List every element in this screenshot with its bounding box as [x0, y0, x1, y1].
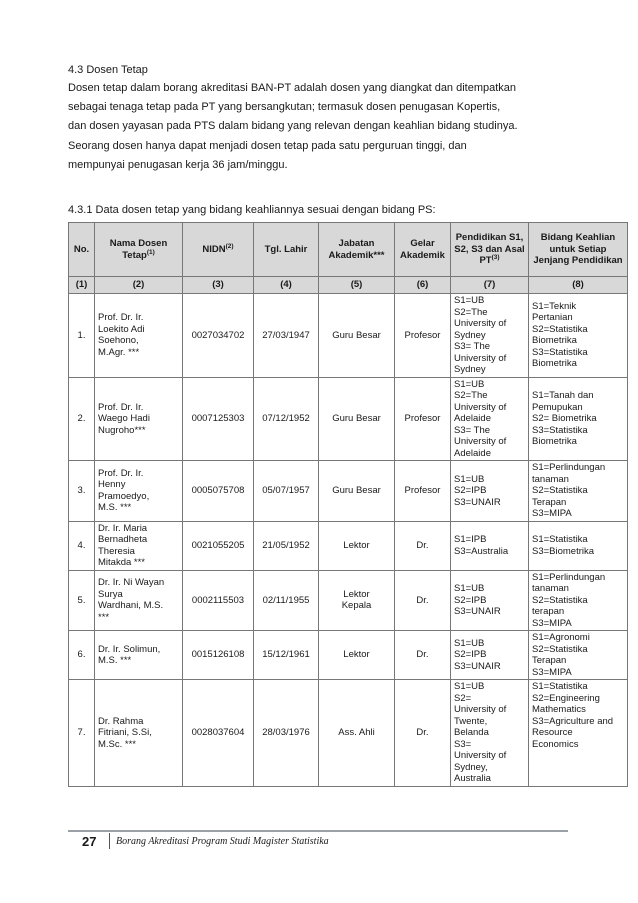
- cell-pendidikan: S1=UB S2=IPB S3=UNAIR: [451, 461, 529, 522]
- column-number-row: [69, 277, 628, 294]
- cell-gelar: Dr.: [395, 521, 451, 570]
- cell-nama: Dr. Rahma Fitriani, S.Si, M.Sc. ***: [95, 680, 183, 787]
- table-row: [69, 461, 628, 522]
- cell-pendidikan: S1=UB S2=IPB S3=UNAIR: [451, 570, 529, 631]
- cell-gelar: Dr.: [395, 631, 451, 680]
- cell-tgl: 27/03/1947: [254, 294, 319, 378]
- cell-no: 1.: [69, 294, 95, 378]
- cell-pendidikan: S1=UB S2=The University of Sydney S3= The University of Sydney: [451, 294, 529, 378]
- cell-no: 4.: [69, 521, 95, 570]
- table-row: [69, 294, 628, 378]
- column-number: (3): [183, 277, 254, 294]
- cell-nidn: 0028037604: [183, 680, 254, 787]
- cell-nama: Prof. Dr. Ir. Waego Hadi Nugroho***: [95, 377, 183, 461]
- cell-gelar: Profesor: [395, 377, 451, 461]
- cell-jabatan: Lektor Kepala: [319, 570, 395, 631]
- cell-jabatan: Guru Besar: [319, 294, 395, 378]
- cell-nama: Dr. Ir. Ni Wayan Surya Wardhani, M.S. ***: [95, 570, 183, 631]
- cell-jabatan: Guru Besar: [319, 377, 395, 461]
- cell-bidang: S1=Statistika S3=Biometrika: [529, 521, 628, 570]
- cell-no: 2.: [69, 377, 95, 461]
- cell-tgl: 02/11/1955: [254, 570, 319, 631]
- header-tgl: Tgl. Lahir: [254, 223, 319, 277]
- cell-tgl: 21/05/1952: [254, 521, 319, 570]
- table-row: [69, 680, 628, 787]
- cell-nidn: 0027034702: [183, 294, 254, 378]
- cell-nama: Dr. Ir. Solimun, M.S. ***: [95, 631, 183, 680]
- column-number: (1): [69, 277, 95, 294]
- section-heading: 4.3 Dosen Tetap: [68, 64, 148, 76]
- footer-text: Borang Akreditasi Program Studi Magister Statistika: [116, 836, 329, 847]
- cell-nama: Dr. Ir. Maria Bernadheta Theresia Mitakda ***: [95, 521, 183, 570]
- cell-bidang: S1=Statistika S2=Engineering Mathematics S3=Agriculture and Resource Economics: [529, 680, 628, 787]
- cell-nidn: 0015126108: [183, 631, 254, 680]
- cell-bidang: S1=Perlindungan tanaman S2=Statistika Terapan S3=MIPA: [529, 461, 628, 522]
- header-jabatan: Jabatan Akademik***: [319, 223, 395, 277]
- cell-tgl: 07/12/1952: [254, 377, 319, 461]
- cell-pendidikan: S1=UB S2=IPB S3=UNAIR: [451, 631, 529, 680]
- header-gelar: Gelar Akademik: [395, 223, 451, 277]
- cell-nama: Prof. Dr. Ir. Loekito Adi Soehono, M.Agr. ***: [95, 294, 183, 378]
- cell-nidn: 0021055205: [183, 521, 254, 570]
- cell-no: 3.: [69, 461, 95, 522]
- cell-pendidikan: S1=UB S2=The University of Adelaide S3= The University of Adelaide: [451, 377, 529, 461]
- table-row: [69, 521, 628, 570]
- table-header-row: [69, 223, 628, 277]
- cell-gelar: Dr.: [395, 570, 451, 631]
- header-nama: Nama Dosen Tetap$^{(1)}$: [95, 223, 183, 277]
- footer-divider: [109, 833, 110, 849]
- cell-nama: Prof. Dr. Ir. Henny Pramoedyo, M.S. ***: [95, 461, 183, 522]
- cell-no: 5.: [69, 570, 95, 631]
- table-row: [69, 377, 628, 461]
- column-number: (5): [319, 277, 395, 294]
- table-row: [69, 631, 628, 680]
- cell-jabatan: Lektor: [319, 631, 395, 680]
- paragraph-line: sebagai tenaga tetap pada PT yang bersangkutan; termasuk dosen penugasan Kopertis,: [68, 101, 501, 114]
- cell-no: 7.: [69, 680, 95, 787]
- table-row: [69, 570, 628, 631]
- cell-pendidikan: S1=IPB S3=Australia: [451, 521, 529, 570]
- column-number: (7): [451, 277, 529, 294]
- header-bidang: Bidang Keahlian untuk Setiap Jenjang Pendidikan: [529, 223, 628, 277]
- section-paragraph: [68, 79, 556, 175]
- cell-bidang: S1=Agronomi S2=Statistika Terapan S3=MIPA: [529, 631, 628, 680]
- header-nidn: NIDN$^{(2)}$: [183, 223, 254, 277]
- cell-pendidikan: S1=UB S2= University of Twente, Belanda S3= University of Sydney, Australia: [451, 680, 529, 787]
- paragraph-line: dan dosen yayasan pada PTS dalam bidang yang relevan dengan keahlian bidang studinya.: [68, 120, 518, 133]
- column-number: (6): [395, 277, 451, 294]
- cell-gelar: Dr.: [395, 680, 451, 787]
- paragraph-line: Seorang dosen hanya dapat menjadi dosen tetap pada satu perguruan tinggi, dan: [68, 139, 467, 152]
- cell-tgl: 05/07/1957: [254, 461, 319, 522]
- cell-nidn: 0002115503: [183, 570, 254, 631]
- cell-jabatan: Guru Besar: [319, 461, 395, 522]
- cell-tgl: 28/03/1976: [254, 680, 319, 787]
- paragraph-line: Dosen tetap dalam borang akreditasi BAN-PT adalah dosen yang diangkat dan ditempatkan: [68, 82, 517, 94]
- cell-nidn: 0007125303: [183, 377, 254, 461]
- cell-jabatan: Lektor: [319, 521, 395, 570]
- cell-bidang: S1=Perlindungan tanaman S2=Statistika terapan S3=MIPA: [529, 570, 628, 631]
- page-number: 27: [82, 834, 97, 849]
- cell-gelar: Profesor: [395, 461, 451, 522]
- cell-gelar: Profesor: [395, 294, 451, 378]
- cell-tgl: 15/12/1961: [254, 631, 319, 680]
- column-number: (4): [254, 277, 319, 294]
- cell-bidang: S1=Teknik Pertanian S2=Statistika Biometrika S3=Statistika Biometrika: [529, 294, 628, 378]
- lecturer-table: [68, 222, 628, 787]
- cell-jabatan: Ass. Ahli: [319, 680, 395, 787]
- page-footer: [68, 830, 568, 850]
- subsection-heading: 4.3.1 Data dosen tetap yang bidang keahliannya sesuai dengan bidang PS:: [68, 204, 436, 216]
- cell-bidang: S1=Tanah dan Pemupukan S2= Biometrika S3=Statistika Biometrika: [529, 377, 628, 461]
- header-pendidikan: Pendidikan S1, S2, S3 dan Asal PT$^{(3)}$: [451, 223, 529, 277]
- header-no: No.: [69, 223, 95, 277]
- footer-rule: [68, 830, 568, 832]
- cell-no: 6.: [69, 631, 95, 680]
- column-number: (2): [95, 277, 183, 294]
- cell-nidn: 0005075708: [183, 461, 254, 522]
- paragraph-line: mempunyai penugasan kerja 36 jam/minggu.: [68, 158, 288, 171]
- column-number: (8): [529, 277, 628, 294]
